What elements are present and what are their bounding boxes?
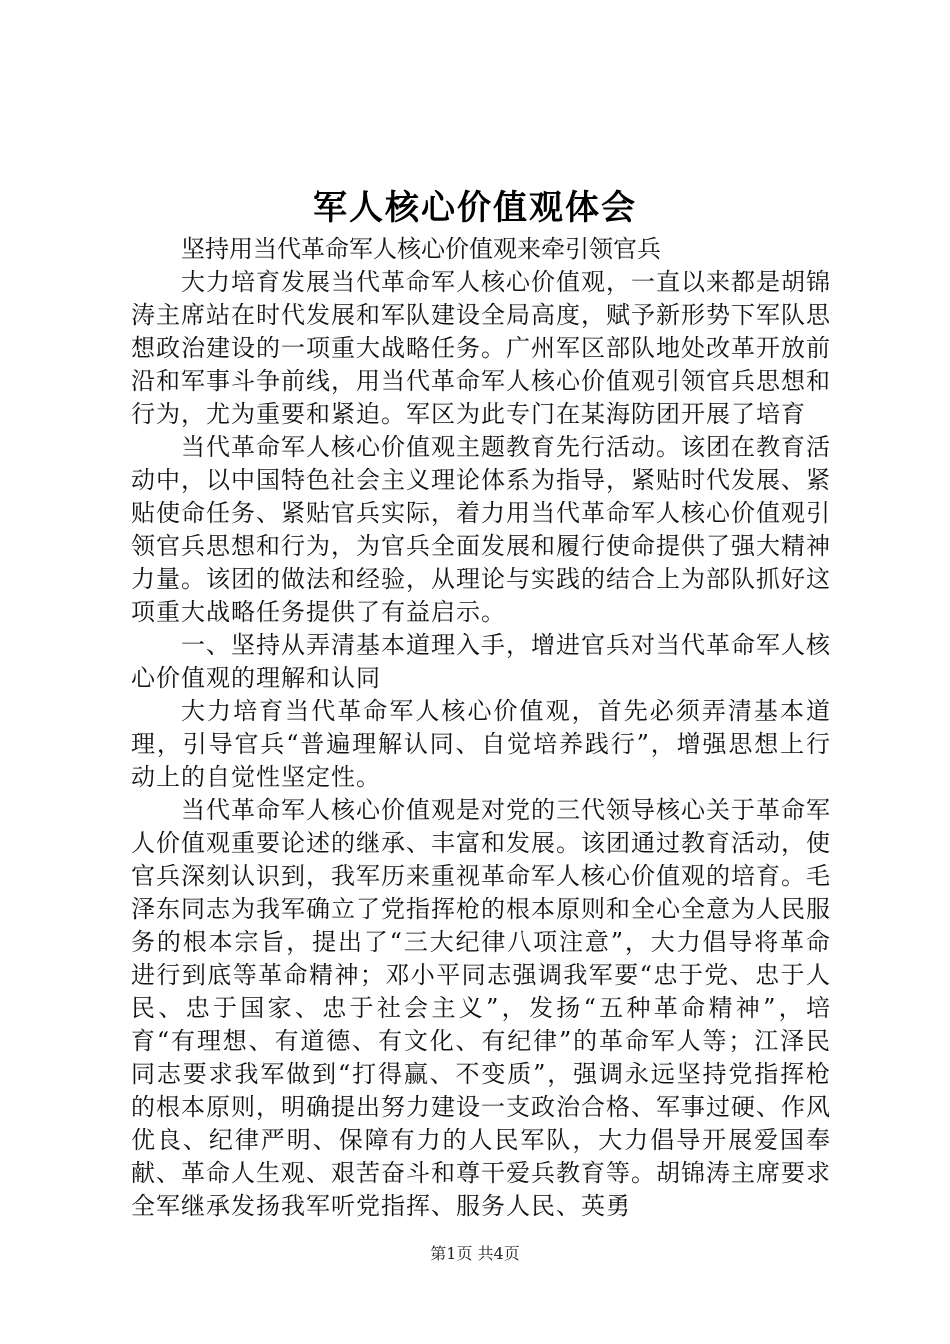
document-body (131, 233, 831, 1223)
page-number-footer: 第1页 共4页 (430, 1244, 520, 1263)
paragraph-basic-principles: 大力培育当代革命军人核心价值观，首先必须弄清基本道理，引导官兵“普遍理解认同、自觉培养践行”，增强思想上行动上的自觉性坚定性。 (131, 697, 831, 791)
document-title: 军人核心价值观体会 (313, 188, 637, 228)
paragraph-subtitle: 坚持用当代革命军人核心价值观来牵引领官兵 (181, 235, 661, 263)
paragraph-intro: 大力培育发展当代革命军人核心价值观，一直以来都是胡锦涛主席站在时代发展和军队建设全局高度，赋予新形势下军队思想政治建设的一项重大战略任务。广州军区部队地处改革开放前沿和军事斗争前线，用当代革命军人核心价值观引领官兵思想和行为，尤为重要和紧迫。军区为此专门在某海防团开展了培育 (131, 268, 831, 428)
paragraph-activity: 当代革命军人核心价值观主题教育先行活动。该团在教育活动中，以中国特色社会主义理论体系为指导，紧贴时代发展、紧贴使命任务、紧贴官兵实际，着力用当代革命军人核心价值观引领官兵思想和行为，为官兵全面发展和履行使命提供了强大精神力量。该团的做法和经验，从理论与实践的结合上为部队抓好这项重大战略任务提供了有益启示。 (131, 433, 831, 626)
paragraph-history: 当代革命军人核心价值观是对党的三代领导核心关于革命军人价值观重要论述的继承、丰富和发展。该团通过教育活动，使官兵深刻认识到，我军历来重视革命军人核心价值观的培育。毛泽东同志为我军确立了党指挥枪的根本原则和全心全意为人民服务的根本宗旨，提出了“三大纪律八项注意”，大力倡导将革命进行到底等革命精神；邓小平同志强调我军要“忠于党、忠于人民、忠于国家、忠于社会主义”，发扬“五种革命精神”，培育“有理想、有道德、有文化、有纪律”的革命军人等；江泽民同志要求我军做到“打得赢、不变质”，强调永远坚持党指挥枪的根本原则，明确提出努力建设一支政治合格、军事过硬、作风优良、纪律严明、保障有力的人民军队，大力倡导开展爱国奉献、革命人生观、艰苦奋斗和尊干爱兵教育等。胡锦涛主席要求全军继承发扬我军听党指挥、服务人民、英勇 (131, 796, 831, 1220)
section-heading-one: 一、坚持从弄清基本道理入手，增进官兵对当代革命军人核心价值观的理解和认同 (131, 631, 831, 692)
